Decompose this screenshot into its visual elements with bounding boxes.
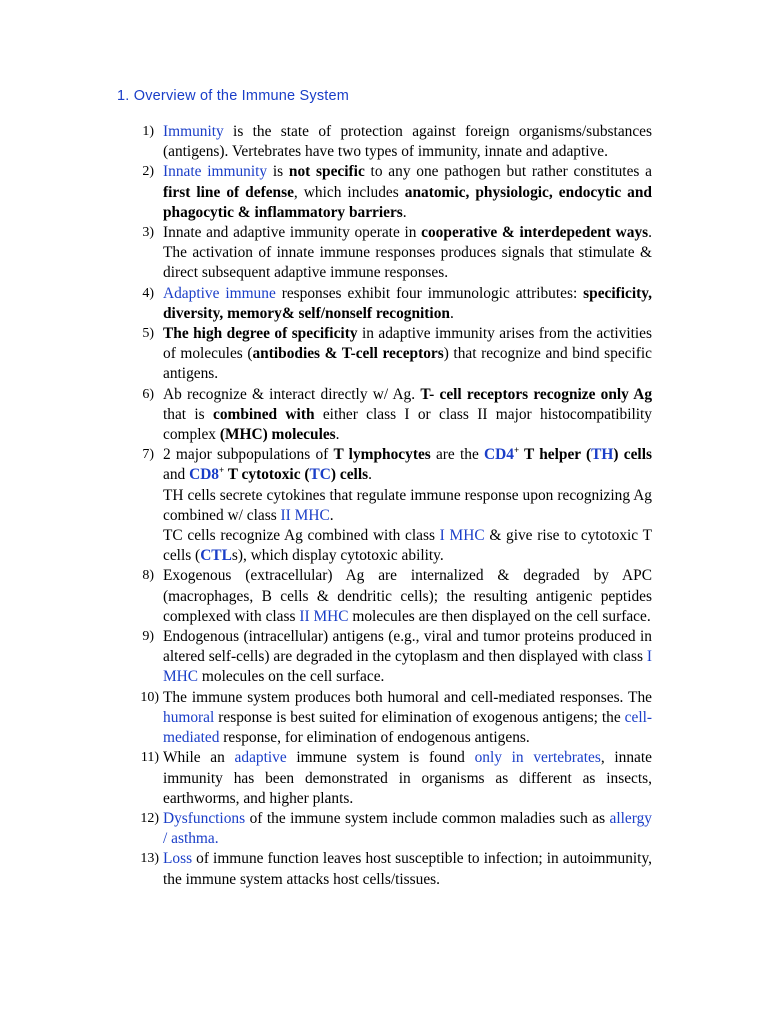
- list-item: [100, 445, 652, 566]
- item-text: [163, 385, 652, 446]
- bold-term: TH: [591, 446, 614, 464]
- bold-term: CD8: [189, 466, 220, 484]
- text-run: s), which display cytotoxic ability.: [231, 547, 444, 565]
- highlighted-term: Adaptive immune: [163, 284, 276, 302]
- item-number: 6): [142, 386, 154, 402]
- highlighted-term: only in vertebrates: [474, 749, 601, 767]
- highlighted-term: humoral: [163, 708, 215, 726]
- item-number: 3): [142, 225, 154, 241]
- bold-term: combined with: [212, 405, 315, 423]
- text-run: While an: [163, 749, 235, 767]
- text-run: Endogenous (intracellular) antigens (e.g., viral and tumor proteins produced in altered self-cells) are degraded in the cytoplasm and then displayed with class: [163, 628, 652, 666]
- text-run: , which includes: [293, 183, 405, 201]
- text-run: is: [267, 163, 289, 181]
- text-run: .: [335, 426, 340, 444]
- item-text: [163, 849, 652, 889]
- text-run: and: [163, 466, 190, 484]
- bold-term: The high degree of specificity: [163, 325, 358, 343]
- highlighted-term: I MHC: [163, 648, 652, 686]
- item-text: [163, 627, 652, 688]
- overview-list: [100, 122, 652, 890]
- list-item: [100, 122, 652, 162]
- item-text: [163, 162, 652, 223]
- list-item: [100, 284, 652, 324]
- item-text: [163, 284, 652, 324]
- text-run: of immune function leaves host susceptible to infection; in autoimmunity, the immune system attacks host cells/tissues.: [163, 850, 652, 888]
- text-run: .: [368, 466, 372, 484]
- bold-term: not specific: [288, 163, 365, 181]
- item-number: 7): [142, 447, 154, 463]
- list-item: [100, 809, 652, 849]
- bold-term: antibodies & T-cell receptors: [252, 345, 444, 363]
- item-number: 1): [142, 124, 154, 139]
- text-run: TH cells secrete cytokines that regulate immune response upon recognizing Ag combined w/ class: [163, 486, 652, 524]
- bold-term: cooperative & interdepedent ways: [421, 224, 649, 242]
- item-text: [163, 445, 652, 566]
- text-run: The immune system produces both humoral and cell-mediated responses. The: [163, 688, 652, 706]
- bold-term: first line of defense: [163, 183, 294, 201]
- item-text: [163, 223, 652, 284]
- item-text: [163, 324, 652, 385]
- section-heading: 1. Overview of the Immune System: [117, 88, 350, 104]
- item-number: 8): [142, 568, 154, 584]
- text-run: Exogenous (extracellular) Ag are internalized & degraded by APC (macrophages, B cells & dendritic cells); the resulting antigenic peptides complexed with class: [163, 567, 652, 625]
- text-run: Ab recognize & interact directly w/ Ag.: [163, 385, 421, 403]
- bold-term: ) cells: [330, 466, 369, 484]
- highlighted-term: II MHC: [299, 607, 349, 625]
- item-number: 10): [140, 689, 159, 705]
- list-item: [100, 162, 652, 223]
- text-run: either class I or class II major histocompatibility complex: [163, 405, 653, 444]
- text-run: & give rise to cytotoxic T cells (: [163, 527, 652, 565]
- bold-term: TC: [309, 466, 331, 484]
- item-text: [163, 809, 652, 849]
- text-run: is the state of protection against foreign organisms/substances (antigens). Vertebrates have two types of immunity, innate and adaptive.: [163, 123, 652, 161]
- list-item: [100, 324, 652, 385]
- highlighted-term: Innate immunity: [163, 163, 268, 181]
- text-run: of the immune system include common maladies such as: [245, 809, 610, 827]
- text-run: Innate and adaptive immunity operate in: [163, 224, 422, 242]
- bold-term: CD4: [484, 446, 514, 464]
- text-run: 2 major subpopulations of: [163, 446, 334, 464]
- text-run: response is best suited for elimination of exogenous antigens; the: [214, 708, 625, 726]
- bold-term: +: [513, 445, 520, 456]
- text-run: , innate immunity has been demonstrated in organisms as different as insects, earthworms, and higher plants.: [163, 749, 652, 807]
- text-run: .: [329, 506, 334, 524]
- list-item: [100, 688, 652, 749]
- list-item: [100, 627, 652, 688]
- highlighted-term: II MHC: [280, 506, 330, 524]
- item-text: [163, 566, 652, 627]
- item-number: 9): [142, 629, 154, 645]
- highlighted-term: cell-mediated: [163, 708, 652, 747]
- highlighted-term: Immunity: [163, 123, 224, 140]
- highlighted-term: I MHC: [439, 527, 485, 545]
- bold-term: ) cells: [613, 446, 652, 464]
- text-run: .: [449, 304, 454, 322]
- bold-term: (MHC) molecules: [219, 426, 336, 444]
- text-run: in adaptive immunity arises from the activities of molecules (: [163, 325, 652, 363]
- highlighted-term: Dysfunctions: [163, 809, 246, 827]
- bold-term: anatomic, physiologic, endocytic and phagocytic & inflammatory barriers: [163, 183, 652, 221]
- text-run: . The activation of innate immune responses produces signals that stimulate & direct subsequent adaptive immune responses.: [163, 224, 652, 282]
- list-item: [100, 223, 652, 284]
- text-run: ) that recognize and bind specific antigens.: [163, 345, 653, 383]
- list-item: [100, 748, 652, 809]
- text-run: are the: [430, 446, 484, 464]
- item-number: 2): [142, 164, 154, 180]
- bold-term: T helper (: [519, 446, 592, 464]
- list-item: [100, 849, 652, 889]
- bold-term: CTL: [200, 547, 232, 565]
- item-number: 4): [142, 285, 154, 301]
- item-text: [163, 688, 652, 749]
- text-run: response, for elimination of endogenous antigens.: [219, 729, 530, 747]
- bold-term: specificity, diversity, memory& self/nonself recognition: [163, 284, 652, 322]
- item-number: 11): [140, 750, 159, 766]
- bold-term: T cytotoxic (: [224, 466, 310, 484]
- bold-term: T lymphocytes: [333, 446, 431, 464]
- bold-term: T- cell receptors recognize only Ag: [420, 385, 653, 403]
- item-text: [163, 748, 652, 809]
- text-run: molecules on the cell surface.: [198, 668, 385, 686]
- item-number: 12): [140, 810, 159, 826]
- list-item: [100, 566, 652, 627]
- highlighted-term: adaptive: [234, 749, 287, 767]
- highlighted-term: Loss: [163, 850, 193, 868]
- item-number: 5): [142, 326, 154, 342]
- text-run: molecules are then displayed on the cell surface.: [348, 607, 651, 625]
- text-run: to any one pathogen but rather constitutes a: [364, 163, 652, 181]
- highlighted-term: allergy / asthma.: [163, 809, 652, 848]
- item-number: 13): [140, 851, 159, 867]
- text-run: TC cells recognize Ag combined with class: [163, 527, 440, 545]
- item-text: [163, 122, 652, 162]
- text-run: that is: [163, 405, 213, 423]
- text-run: immune system is found: [286, 749, 475, 767]
- text-run: responses exhibit four immunologic attributes:: [275, 284, 584, 302]
- bold-term: +: [219, 465, 225, 476]
- list-item: [100, 385, 652, 446]
- text-run: .: [402, 203, 407, 221]
